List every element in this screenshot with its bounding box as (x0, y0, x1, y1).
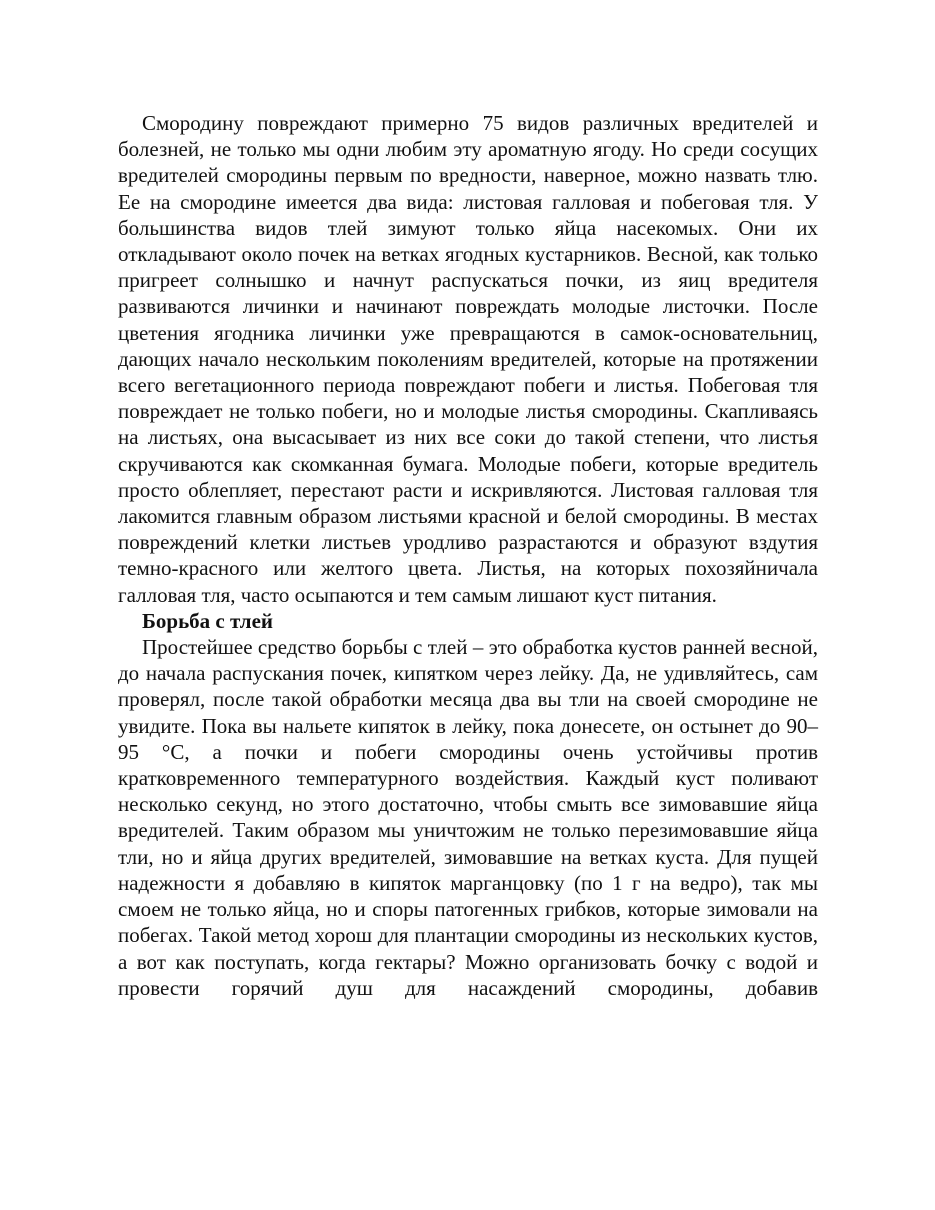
section-heading: Борьба с тлей (142, 608, 273, 633)
document-page (118, 110, 818, 1001)
body-paragraph-1: Смородину повреждают примерно 75 видов различных вредителей и болезней, не только мы одни любим эту ароматную ягоду. Но среди сосущих вредителей смородины первым по вредности, наверное, можно назвать тлю. Ее на смородине имеется два вида: листовая галловая и побеговая тля. У большинства видов тлей зимуют только яйца насекомых. Они их откладывают около почек на ветках ягодных кустарников. Весной, как только пригреет солнышко и начнут распускаться почки, из яиц вредителя развиваются личинки и начинают повреждать молодые листочки. После цветения ягодника личинки уже превращаются в самок-основательниц, дающих начало нескольким поколениям вредителей, которые на протяжении всего вегетационного периода повреждают побеги и листья. Побеговая тля повреждает не только побеги, но и молодые листья смородины. Скапливаясь на листьях, она высасывает из них все соки до такой степени, что листья скручиваются как скомканная бумага. Молодые побеги, которые вредитель просто облепляет, перестают расти и искривляются. Листовая галловая тля лакомится главным образом листьями красной и белой смородины. В местах повреждений клетки листьев уродливо разрастаются и образуют вздутия темно-красного или желтого цвета. Листья, на которых похозяйничала галловая тля, часто осыпаются и тем самым лишают куст питания. (118, 111, 818, 607)
body-paragraph-2: Простейшее средство борьбы с тлей – это обработка кустов ранней весной, до начала распускания почек, кипятком через лейку. Да, не удивляйтесь, сам проверял, после такой обработки месяца два вы тли на своей смородине не увидите. Пока вы нальете кипяток в лейку, пока донесете, он остынет до 90–95 °С, а почки и побеги смородины очень устойчивы против кратковременного температурного воздействия. Каждый куст поливают несколько секунд, но этого достаточно, чтобы смыть все зимовавшие яйца вредителей. Таким образом мы уничтожим не только перезимовавшие яйца тли, но и яйца других вредителей, зимовавшие на ветках куста. Для пущей надежности я добавляю в кипяток марганцовку (по 1 г на ведро), так мы смоем не только яйца, но и споры патогенных грибков, которые зимовали на побегах. Такой метод хорош для плантации смородины из нескольких кустов, а вот как поступать, когда гектары? Можно организовать бочку с водой и провести горячий душ для насаждений смородины, добавив (118, 635, 818, 1000)
